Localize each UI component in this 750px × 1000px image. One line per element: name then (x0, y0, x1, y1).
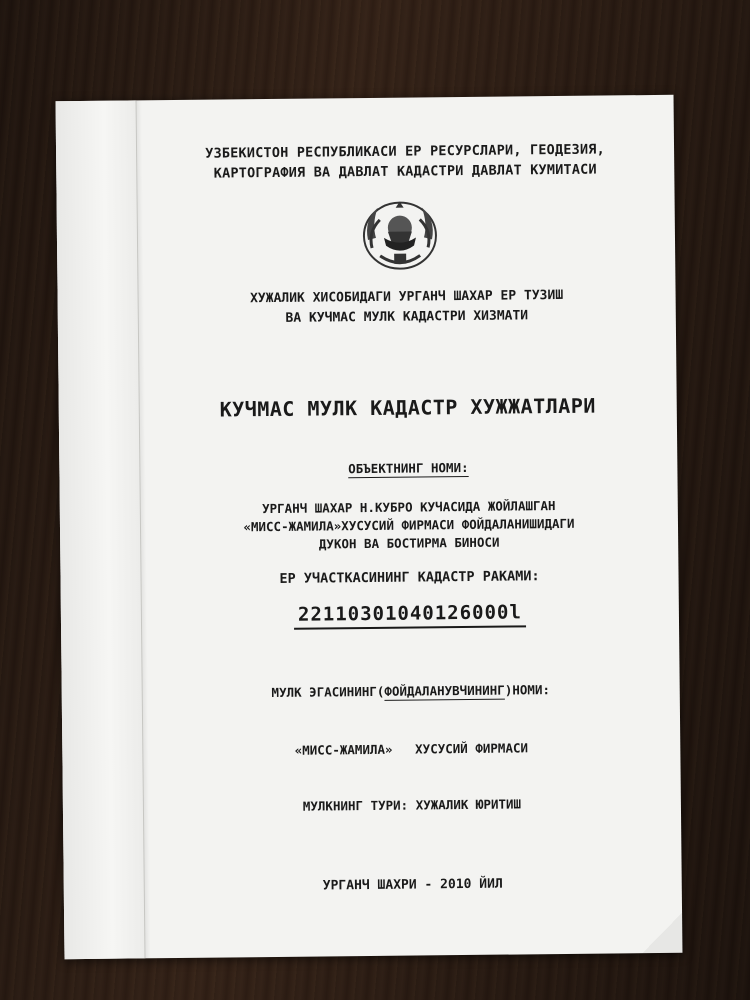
property-type: МУЛКНИНГ ТУРИ: ХУЖАЛИК ЮРИТИШ (302, 796, 522, 814)
document-content (136, 95, 683, 959)
document-title: КУЧМАС МУЛК КАДАСТР ХУЖЖАТЛАРИ (219, 393, 596, 422)
footer-city-year: УРГАНЧ ШАХРИ - 2010 ЙИЛ (322, 876, 503, 894)
paper-fold (642, 913, 682, 953)
binding-strip (56, 100, 146, 959)
owner-label-middle: ФОЙДАЛАНУВЧИНИНГ (384, 682, 505, 699)
object-name-label: ОБЪЕКТНИНГ НОМИ: (348, 459, 469, 477)
owner-name-rest: ХУСУСИЙ ФИРМАСИ (415, 740, 529, 757)
owner-label-prefix: МУЛК ЭГАСИНИНГ( (271, 683, 385, 701)
cadastre-number: 22110301040126000l (294, 601, 526, 629)
owner-label-suffix: )НОМИ: (504, 682, 551, 698)
owner-label (142, 681, 680, 702)
service-line-2: ВА КУЧМАС МУЛК КАДАСТРИ ХИЗМАТИ (285, 308, 529, 326)
header-line-2: КАРТОГРАФИЯ ВА ДАВЛАТ КАДАСТРИ ДАВЛАТ КУМИТАСИ (213, 161, 597, 182)
owner-name-quoted: «МИСС-ЖАМИЛА» (294, 741, 393, 758)
document-page (56, 95, 683, 959)
object-name-label-row (139, 458, 677, 479)
owner-name (142, 739, 680, 760)
state-emblem-icon (358, 197, 443, 272)
cadastre-label: ЕР УЧАСТКАСИНИНГ КАДАСТР РАКАМИ: (279, 568, 540, 587)
cadastre-number-row (141, 600, 679, 632)
header-line-1: УЗБЕКИСТОН РЕСПУБЛИКАСИ ЕР РЕСУРСЛАРИ, ГЕОДЕЗИЯ, (205, 141, 606, 162)
service-line-1: ХУЖАЛИК ХИСОБИДАГИ УРГАНЧ ШАХАР ЕР ТУЗИШ (249, 287, 564, 307)
object-name-line-1: УРГАНЧ ШАХАР Н.КУБРО КУЧАСИДА ЖОЙЛАШГАН (261, 498, 556, 517)
object-name-line-2: «МИСС-ЖАМИЛА»ХУСУСИЙ ФИРМАСИ ФОЙДАЛАНИШИДАГИ (243, 515, 575, 535)
object-name-line-3: ДУКОН ВА БОСТИРМА БИНОСИ (318, 534, 500, 552)
